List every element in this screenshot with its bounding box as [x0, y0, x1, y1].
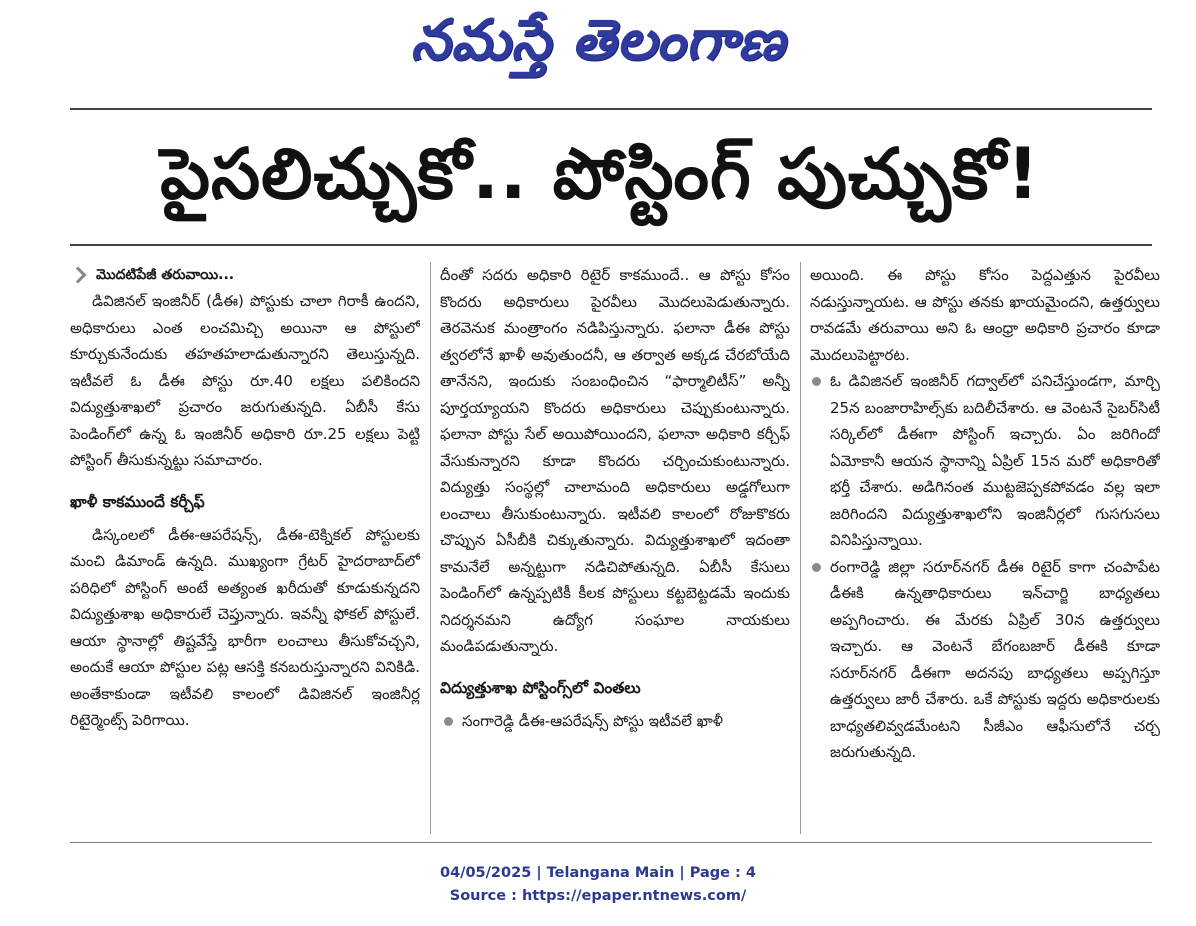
continued-from-front-page — [70, 262, 420, 288]
source-link[interactable]: Source : https://epaper.ntnews.com/ — [449, 888, 747, 904]
section-subheading: ఖాళీ కాకముందే కర్చీఫ్ — [70, 492, 205, 511]
article-paragraph: డిస్కంలలో డీఈ-ఆపరేషన్స్, డీఈ-టెక్నికల్ పోస్టులకు మంచి డిమాండ్ ఉన్నది. ముఖ్యంగా గ్రేటర్ హైదరాబాద్‌లో పరిధిలో పోస్టింగ్ అంటే అత్యంత ఖరీదుతో కూడుకున్నదని విద్యుత్తుశాఖ అధికారులే చెప్తున్నారు. ఇవన్నీ ఫోకల్ పోస్టులే. ఆయా స్థానాల్లో తిష్టవేస్తే భారీగా లంచాలు తీసుకోవచ్చని, అందుకే ఆయా పోస్టుల పట్ల ఆసక్తి కనబరుస్తున్నారని వినికిడి. అంతేకాకుండా ఇటీవలి కాలంలో డివిజినల్ ఇంజినీర్ల రిటైర్మెంట్స్ పెరిగాయి. — [70, 525, 420, 729]
section-subheading: విద్యుత్తుశాఖ పోస్టింగ్స్‌లో వింతలు — [440, 678, 641, 697]
article-paragraph: దీంతో సదరు అధికారి రిటైర్ కాకముందే.. ఆ పోస్టు కోసం కొందరు అధికారులు పైరవీలు మొదలుపెడుతున్నారు. తెరవెనుక మంత్రాంగం నడిపిస్తున్నారు. ఫలానా డీఈ పోస్టు త్వరలోనే ఖాళీ అవుతుందనీ, ఆ తర్వాత అక్కడ చేరబోయేది తానేనని, ఇందుకు సంబంధించిన “ఫార్మాలిటీస్” అన్నీ పూర్తయ్యాయని కొందరు అధికారులు చెప్పుకుంటున్నారు. ఫలానా పోస్టు సేల్ అయిపోయిందని, ఫలానా అధికారి కర్చీఫ్ వేసుకున్నారని కూడా కొందరు చర్చించుకుంటున్నారు. విద్యుత్తు సంస్థల్లో చాలామంది అధికారులు అడ్డగోలుగా లంచాలు తీసుకుంటున్నారు. ఇటీవలి కాలంలో రోజుకొకరు చొప్పున ఏసీబీకి చిక్కుతున్నారు. విద్యుత్తుశాఖలో ఇదంతా కామనేలే అన్నట్టుగా నడిచిపోతున్నది. ఏబీసీ కేసులు పెండింగ్‌లో ఉన్నప్పటికీ కీలక పోస్టులు కట్టబెట్టడమే ఇందుకు నిదర్శనమని ఉద్యోగ సంఘాల నాయకులు మండిపడుతున్నారు. — [440, 266, 790, 655]
article-body — [70, 262, 1160, 834]
article-column-2 — [440, 262, 790, 834]
article-paragraph: డివిజినల్ ఇంజినీర్ (డీఈ) పోస్టుకు చాలా గిరాకీ ఉందని, అధికారులు ఎంత లంచమిచ్చి అయినా ఆ పోస్టులో కూర్చుకునేందుకు తహతహలాడుతున్నారని తెలుస్తున్నది. ఇటీవలే ఓ డీఈ పోస్టు రూ.40 లక్షలు పలికిందని విద్యుత్తుశాఖలో ప్రచారం జరుగుతున్నది. ఏబీసీ కేసు పెండింగ్‌లో ఉన్న ఓ ఇంజినీర్ అధికారి రూ.25 లక్షలు పెట్టి పోస్టింగ్ తీసుకున్నట్టు సమాచారం. — [70, 292, 420, 469]
edition-info: 04/05/2025 | Telangana Main | Page : 4 — [439, 865, 756, 881]
continued-label: మొదటిపేజీ తరువాయి... — [96, 267, 235, 283]
footer-divider — [70, 842, 1152, 843]
bullet-icon — [812, 563, 821, 572]
masthead — [0, 4, 1196, 90]
bullet-text: ఓ డివిజినల్ ఇంజినీర్ గద్వాల్‌లో పనిచేస్తుండగా, మార్చి 25న బంజారాహిల్స్‌కు బదిలీచేశారు. ఆ వెంటనే సైబర్‌సిటీ సర్కిల్‌లో డీఈగా పోస్టింగ్ ఇచ్చారు. ఏం జరిగిందో ఏమోకానీ ఆయన స్థానాన్ని ఏప్రిల్ 15న మరో అధికారితో భర్తీ చేశారు. అడిగినంత ముట్టజెప్పకపోవడం వల్ల ఇలా జరిగిందని విద్యుత్తుశాఖలోని ఇంజినీర్లలో గుసగుసలు వినిపిస్తున్నాయి. — [830, 372, 1160, 549]
page-footer — [0, 862, 1196, 908]
article-headline: పైసలిచ్చుకో.. పోస్టింగ్ పుచ్చుకో! — [160, 133, 1040, 215]
article-column-1 — [70, 262, 420, 834]
masthead-divider — [70, 108, 1152, 110]
headline-divider — [70, 244, 1152, 246]
chevron-right-icon — [70, 267, 86, 284]
article-paragraph: అయింది. ఈ పోస్టు కోసం పెద్దఎత్తున పైరవీలు నడుస్తున్నాయట. ఆ పోస్టు తనకు ఖాయమైందని, ఉత్తర్వులు రావడమే తరువాయి అని ఓ ఆంధ్రా అధికారి ప్రచారం కూడా మొదలుపెట్టారట. — [810, 266, 1160, 364]
bullet-text: సంగారెడ్డి డీఈ-ఆపరేషన్స్ పోస్టు ఇటీవలే ఖాళీ — [462, 711, 724, 730]
column-divider — [430, 262, 431, 834]
article-column-3 — [810, 262, 1160, 834]
list-item — [462, 708, 790, 735]
column-divider — [800, 262, 801, 834]
bullet-icon — [812, 377, 821, 386]
bullet-icon — [444, 717, 453, 726]
list-item — [830, 368, 1160, 554]
list-item — [830, 554, 1160, 766]
newspaper-logo: నమస్తే తెలంగాణ — [410, 7, 786, 73]
bullet-text: రంగారెడ్డి జిల్లా సరూర్‌నగర్ డీఈ రిటైర్ కాగా చంపాపేట డీఈకి ఉన్నతాధికారులు ఇన్‌చార్జి బాధ్యతలు అప్పగించారు. ఈ మేరకు ఏప్రిల్ 30న ఉత్తర్వులు ఇచ్చారు. ఆ వెంటనే బేగంబజార్ డీఈకి కూడా సరూర్‌నగర్ డీఈగా అదనపు బాధ్యతలు అప్పగిస్తూ ఉత్తర్వులు జారీ చేశారు. ఒకే పోస్టుకు ఇద్దరు అధికారులకు బాధ్యతలివ్వడమేంటని సీజీఎం ఆఫీసులోనే చర్చ జరుగుతున్నది. — [830, 557, 1160, 761]
